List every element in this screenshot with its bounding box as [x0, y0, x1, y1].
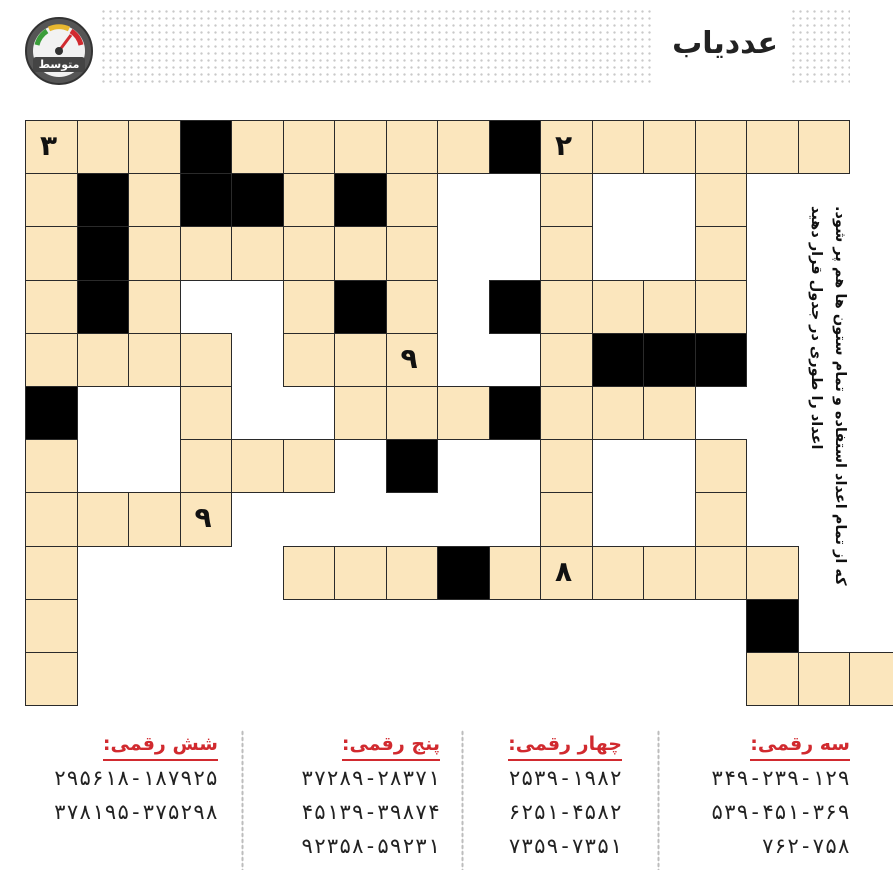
blocked-cell: [77, 280, 130, 334]
list-heading: شش رقمی:: [103, 733, 218, 761]
grid-cell[interactable]: [77, 120, 130, 174]
blocked-cell: [437, 546, 490, 600]
blocked-cell: [746, 599, 799, 653]
list-item: ۲۹۵۶۱۸-۱۸۷۹۲۵: [53, 766, 218, 790]
grid-cell[interactable]: [386, 386, 439, 440]
grid-cell[interactable]: [25, 599, 78, 653]
grid-cell[interactable]: [592, 386, 645, 440]
grid-cell[interactable]: [77, 333, 130, 387]
grid-cell[interactable]: [489, 546, 542, 600]
list-item: ۶۲۵۱-۴۵۸۲: [508, 800, 622, 824]
list-heading: سه رقمی:: [750, 733, 850, 761]
header-dots-right: [790, 8, 850, 86]
grid-cell[interactable]: [283, 120, 336, 174]
badge-label: متوسط: [38, 58, 80, 71]
blocked-cell: [77, 173, 130, 227]
list-item: ۴۵۱۳۹-۳۹۸۷۴: [300, 800, 440, 824]
grid-cell[interactable]: [283, 226, 336, 280]
clue-digit: ۳: [40, 129, 58, 162]
list-six-digit: [22, 733, 218, 829]
header-dots-left: [100, 8, 655, 86]
grid-cell[interactable]: [695, 226, 748, 280]
grid-cell[interactable]: [695, 173, 748, 227]
puzzle-grid: [25, 120, 850, 705]
page-title: عددیاب: [672, 26, 778, 61]
grid-cell[interactable]: [540, 439, 593, 493]
list-item: ۵۳۹-۴۵۱-۳۶۹: [710, 800, 850, 824]
grid-cell[interactable]: [128, 492, 181, 546]
grid-cell[interactable]: [334, 546, 387, 600]
list-three-digit: [660, 733, 850, 863]
grid-cell[interactable]: [540, 492, 593, 546]
grid-cell[interactable]: [695, 280, 748, 334]
grid-cell[interactable]: [798, 652, 851, 706]
grid-cell[interactable]: [386, 226, 439, 280]
blocked-cell: [77, 226, 130, 280]
grid-cell[interactable]: [437, 120, 490, 174]
grid-cell[interactable]: [334, 120, 387, 174]
list-five-digit: [250, 733, 440, 863]
blocked-cell: [180, 120, 233, 174]
instruction-line-1: اعداد را طوری در جدول قرار دهید: [808, 206, 824, 450]
grid-cell[interactable]: [540, 173, 593, 227]
grid-cell[interactable]: [334, 226, 387, 280]
grid-cell[interactable]: [231, 120, 284, 174]
instruction-line-2: که از تمام اعداد استفاده و تمام ستون ها هم پر شود.: [832, 206, 848, 586]
grid-cell[interactable]: [386, 173, 439, 227]
grid-cell[interactable]: [25, 546, 78, 600]
grid-cell[interactable]: [128, 280, 181, 334]
grid-cell[interactable]: [592, 280, 645, 334]
blocked-cell: [231, 173, 284, 227]
grid-cell[interactable]: [695, 120, 748, 174]
grid-cell[interactable]: [231, 439, 284, 493]
blocked-cell: [334, 173, 387, 227]
list-heading: پنج رقمی:: [342, 733, 440, 761]
grid-cell[interactable]: [283, 546, 336, 600]
grid-cell[interactable]: [283, 280, 336, 334]
grid-cell[interactable]: [540, 280, 593, 334]
grid-cell[interactable]: [128, 333, 181, 387]
list-item: ۳۴۹-۲۳۹-۱۲۹: [710, 766, 850, 790]
grid-cell[interactable]: [540, 546, 593, 600]
grid-cell[interactable]: [746, 652, 799, 706]
grid-cell[interactable]: [746, 120, 799, 174]
list-item: ۷۳۵۹-۷۳۵۱: [508, 834, 622, 858]
list-item: ۳۷۲۸۹-۲۸۳۷۱: [300, 766, 440, 790]
grid-cell[interactable]: [25, 652, 78, 706]
grid-cell[interactable]: [231, 226, 284, 280]
blocked-cell: [334, 280, 387, 334]
blocked-cell: [489, 120, 542, 174]
grid-cell[interactable]: [25, 333, 78, 387]
blocked-cell: [489, 386, 542, 440]
grid-cell[interactable]: [695, 492, 748, 546]
blocked-cell: [386, 439, 439, 493]
grid-cell[interactable]: [386, 120, 439, 174]
grid-cell[interactable]: [540, 386, 593, 440]
grid-cell[interactable]: [283, 333, 336, 387]
clue-digit: ۸: [555, 554, 573, 588]
grid-cell[interactable]: [386, 333, 439, 387]
grid-cell[interactable]: [25, 280, 78, 334]
grid-cell[interactable]: [849, 652, 893, 706]
list-item: ۲۵۳۹-۱۹۸۲: [508, 766, 622, 790]
blocked-cell: [25, 386, 78, 440]
grid-cell[interactable]: [386, 280, 439, 334]
grid-cell[interactable]: [540, 333, 593, 387]
grid-cell[interactable]: [180, 492, 233, 546]
instructions: [790, 206, 850, 606]
grid-cell[interactable]: [128, 173, 181, 227]
grid-cell[interactable]: [643, 386, 696, 440]
grid-cell[interactable]: [283, 439, 336, 493]
grid-cell[interactable]: [798, 120, 851, 174]
grid-cell[interactable]: [643, 120, 696, 174]
grid-cell[interactable]: [695, 439, 748, 493]
grid-cell[interactable]: [540, 226, 593, 280]
grid-cell[interactable]: [386, 546, 439, 600]
grid-cell[interactable]: [643, 546, 696, 600]
blocked-cell: [695, 333, 748, 387]
grid-cell[interactable]: [25, 120, 78, 174]
speedometer-icon: [23, 15, 95, 87]
grid-cell[interactable]: [77, 492, 130, 546]
list-four-digit: [465, 733, 622, 863]
blocked-cell: [592, 333, 645, 387]
clue-digit: ۹: [194, 501, 212, 535]
grid-cell[interactable]: [128, 120, 181, 174]
grid-cell[interactable]: [180, 439, 233, 493]
clue-digit: ۲: [555, 129, 573, 162]
column-divider: [461, 730, 464, 870]
list-item: ۹۲۳۵۸-۵۹۲۳۱: [300, 834, 440, 858]
grid-cell[interactable]: [283, 173, 336, 227]
grid-cell[interactable]: [643, 280, 696, 334]
grid-cell[interactable]: [180, 226, 233, 280]
grid-cell[interactable]: [334, 386, 387, 440]
grid-cell[interactable]: [334, 333, 387, 387]
blocked-cell: [643, 333, 696, 387]
list-item: ۳۷۸۱۹۵-۳۷۵۲۹۸: [53, 800, 218, 824]
grid-cell[interactable]: [128, 226, 181, 280]
grid-cell[interactable]: [592, 546, 645, 600]
grid-cell[interactable]: [25, 492, 78, 546]
list-heading: چهار رقمی:: [508, 733, 622, 761]
grid-cell[interactable]: [592, 120, 645, 174]
list-item: ۷۶۲-۷۵۸: [761, 834, 850, 858]
blocked-cell: [180, 173, 233, 227]
grid-cell[interactable]: [25, 439, 78, 493]
clue-digit: ۹: [400, 341, 418, 375]
grid-cell[interactable]: [25, 226, 78, 280]
grid-cell[interactable]: [180, 333, 233, 387]
grid-cell[interactable]: [25, 173, 78, 227]
blocked-cell: [489, 280, 542, 334]
grid-cell[interactable]: [540, 120, 593, 174]
grid-cell[interactable]: [180, 386, 233, 440]
column-divider: [241, 730, 244, 870]
grid-cell[interactable]: [437, 386, 490, 440]
grid-cell[interactable]: [695, 546, 748, 600]
